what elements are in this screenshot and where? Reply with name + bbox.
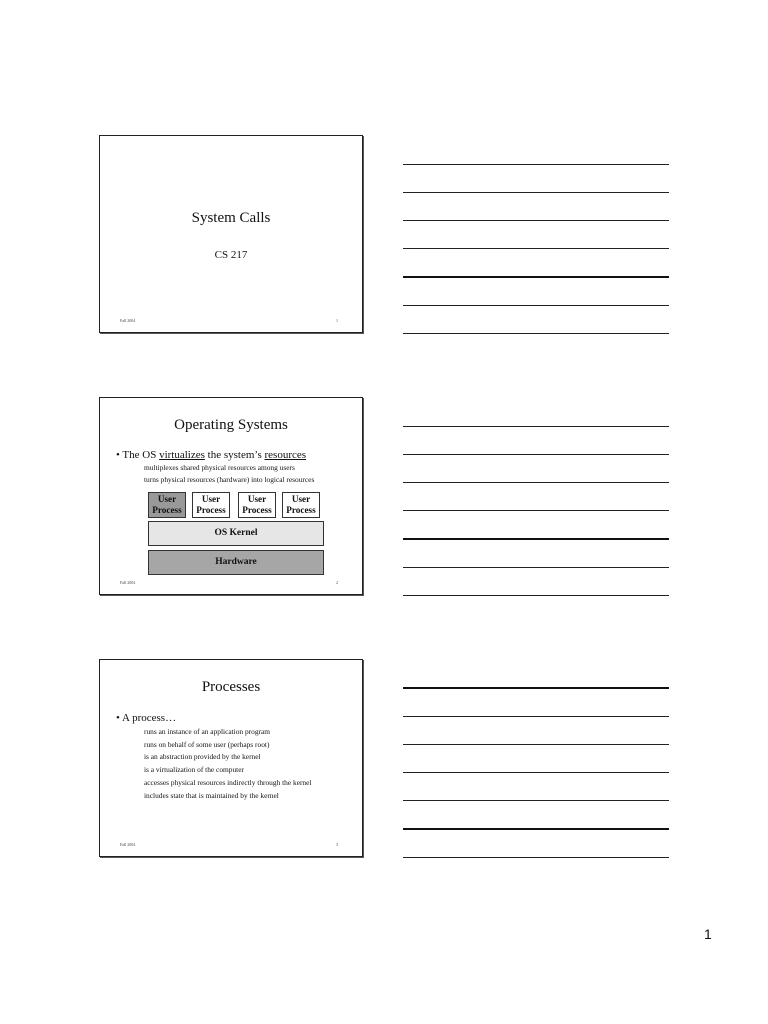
user-process-box: [192, 492, 230, 518]
user-process-box: [282, 492, 320, 518]
slide-title: System Calls: [191, 210, 271, 226]
slide-footer-date: Fall 2004: [120, 318, 136, 323]
bullet-word-resources: resources: [264, 449, 307, 461]
process-label-line2: Process: [242, 505, 272, 515]
process-label-line1: User: [201, 494, 221, 504]
note-line: [403, 744, 669, 745]
process-label-line2: Process: [286, 505, 316, 515]
process-label-line1: User: [291, 494, 311, 504]
sub-point: includes state that is maintained by the kernel: [144, 791, 279, 800]
note-line: [403, 482, 669, 483]
process-label-line2: Process: [152, 505, 182, 515]
sub-point: runs an instance of an application program: [144, 727, 271, 736]
slide-title: Processes: [201, 679, 261, 695]
bullet-word-virtualizes: virtualizes: [159, 449, 205, 461]
slide-footer-date: Fall 2004: [120, 842, 136, 847]
note-line: [403, 192, 669, 193]
hardware-box: Hardware: [148, 550, 324, 575]
slide-operating-systems: [99, 397, 363, 595]
sub-point: multiplexes shared physical resources among users: [144, 463, 295, 472]
slide-footer-number: 3: [336, 842, 338, 847]
note-line: [403, 164, 669, 165]
slide-processes: [99, 659, 363, 857]
slide-bullet: [116, 449, 306, 461]
note-line: [403, 567, 669, 568]
process-label-line1: User: [157, 494, 177, 504]
sub-point: is an abstraction provided by the kernel: [144, 752, 261, 761]
note-line: [403, 772, 669, 773]
note-line: [403, 454, 669, 455]
note-line: [403, 276, 669, 278]
slide-footer-date: Fall 2004: [120, 580, 136, 585]
sub-point: turns physical resources (hardware) into logical resources: [144, 475, 315, 484]
slide-subtitle: CS 217: [214, 249, 248, 261]
process-label-line1: User: [247, 494, 267, 504]
note-line: [403, 716, 669, 717]
user-process-box: [148, 492, 186, 518]
user-process-box: [238, 492, 276, 518]
note-line: [403, 510, 669, 511]
os-kernel-box: OS Kernel: [148, 521, 324, 546]
slide-system-calls: [99, 135, 363, 333]
note-line: [403, 687, 669, 689]
page-number: 1: [704, 926, 712, 942]
slide-bullet: • A process…: [116, 712, 177, 724]
sub-point: runs on behalf of some user (perhaps root): [144, 740, 270, 749]
bullet-mid: the system’s: [204, 449, 265, 461]
note-line: [403, 538, 669, 540]
slide-footer-number: 1: [336, 318, 338, 323]
sub-point: is a virtualization of the computer: [144, 765, 244, 774]
note-line: [403, 595, 669, 596]
sub-point: accesses physical resources indirectly through the kernel: [144, 778, 312, 787]
note-line: [403, 248, 669, 249]
note-line: [403, 828, 669, 830]
note-line: [403, 857, 669, 858]
note-line: [403, 333, 669, 334]
bullet-prefix: • The OS: [116, 449, 160, 461]
process-label-line2: Process: [196, 505, 226, 515]
note-line: [403, 800, 669, 801]
note-line: [403, 426, 669, 427]
note-line: [403, 305, 669, 306]
slide-footer-number: 2: [336, 580, 338, 585]
slide-title: Operating Systems: [174, 417, 288, 433]
note-line: [403, 220, 669, 221]
